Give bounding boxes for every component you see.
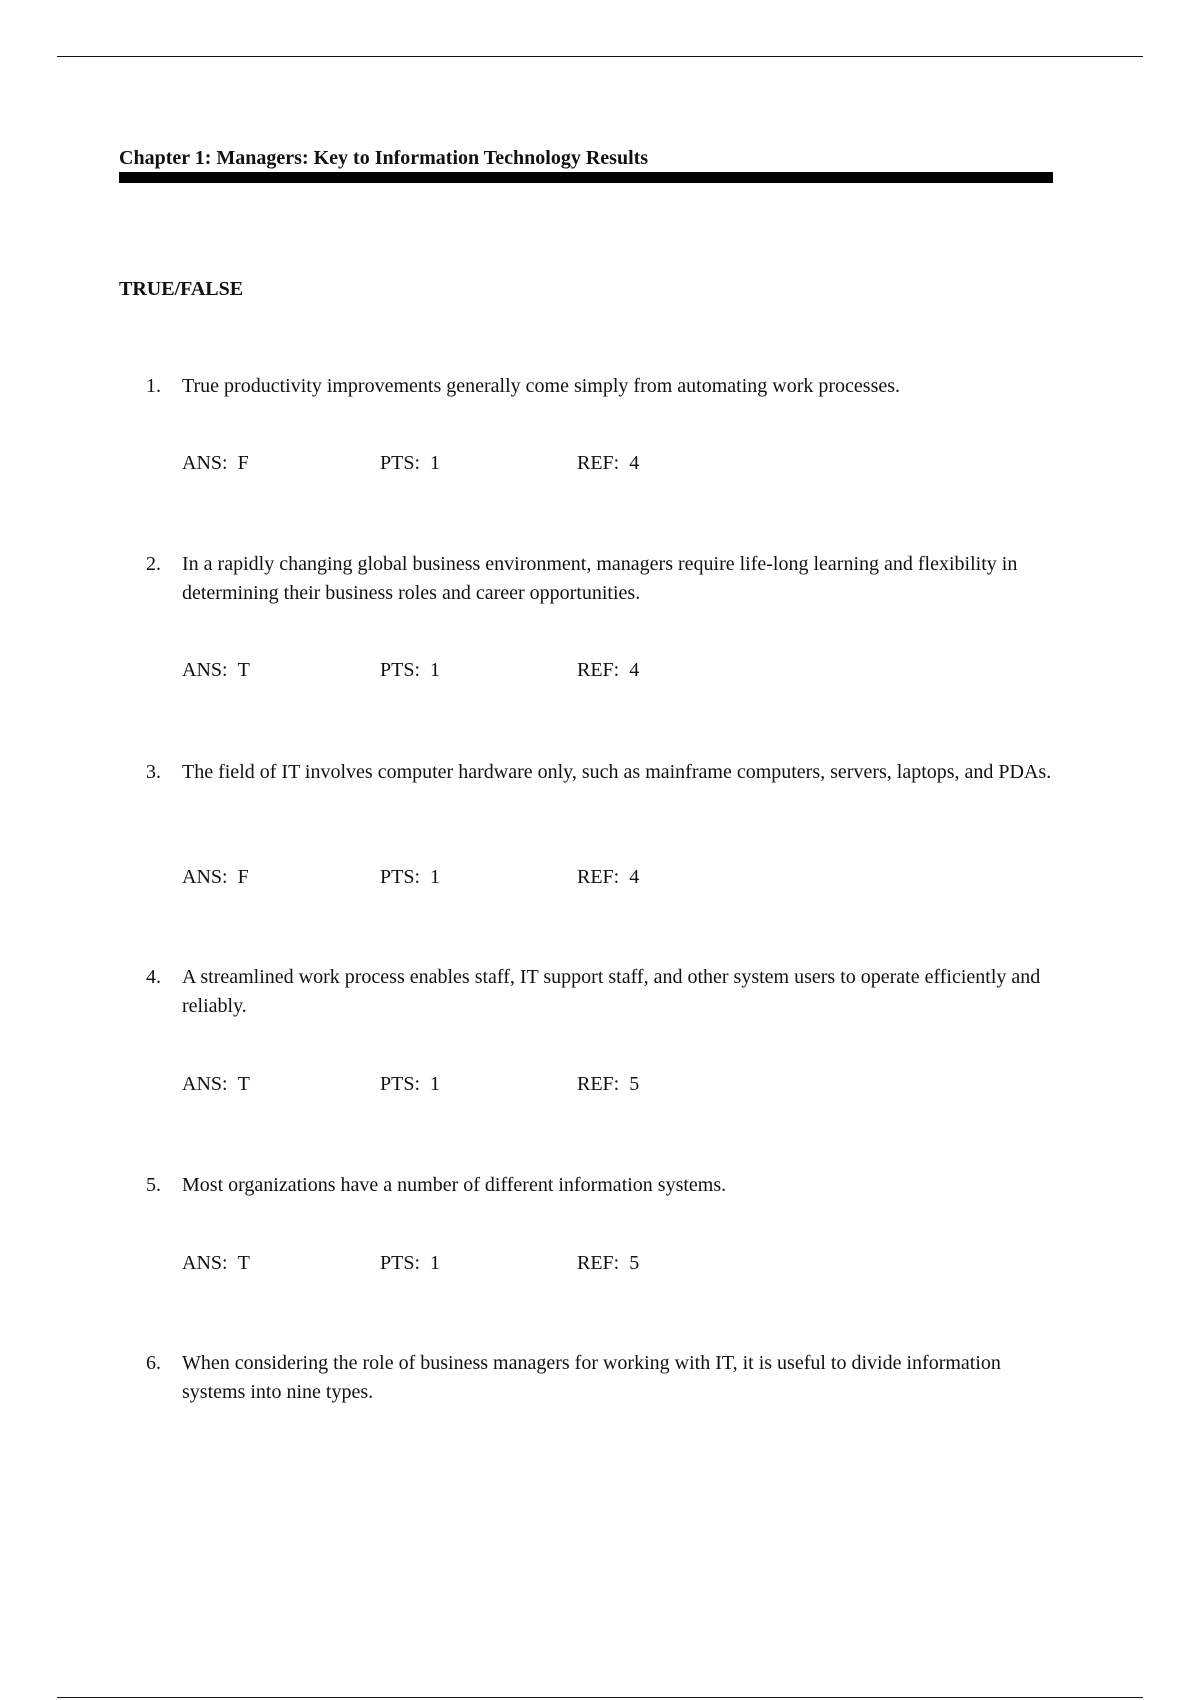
pts-label: PTS: bbox=[380, 1073, 421, 1095]
ref-label: REF: bbox=[577, 1252, 620, 1274]
pts-value: 1 bbox=[430, 659, 441, 681]
question-number: 2. bbox=[146, 553, 161, 575]
ref-value: 5 bbox=[629, 1073, 640, 1095]
section-heading: TRUE/FALSE bbox=[119, 278, 244, 300]
ref-value: 4 bbox=[629, 866, 640, 888]
points-field bbox=[380, 451, 440, 475]
question-number: 6. bbox=[146, 1352, 161, 1374]
question-2 bbox=[119, 550, 1079, 681]
reference-field bbox=[577, 865, 639, 889]
pts-value: 1 bbox=[430, 866, 441, 888]
ans-value: T bbox=[237, 1252, 250, 1274]
ref-label: REF: bbox=[577, 452, 620, 474]
answer-field bbox=[182, 865, 249, 889]
ans-label: ANS: bbox=[182, 1073, 228, 1095]
pts-value: 1 bbox=[430, 1252, 441, 1274]
reference-field bbox=[577, 1072, 639, 1096]
question-6 bbox=[119, 1349, 1079, 1407]
ref-label: REF: bbox=[577, 1073, 620, 1095]
pts-label: PTS: bbox=[380, 452, 421, 474]
page-bottom-rule bbox=[57, 1697, 1143, 1698]
chapter-title-bar bbox=[119, 172, 1053, 183]
answer-field bbox=[182, 1072, 250, 1096]
ans-label: ANS: bbox=[182, 866, 228, 888]
ref-label: REF: bbox=[577, 866, 620, 888]
question-4 bbox=[119, 963, 1079, 1095]
question-text: The field of IT involves computer hardware only, such as mainframe computers, servers, laptops, and PDAs. bbox=[182, 761, 1052, 783]
pts-value: 1 bbox=[430, 1073, 441, 1095]
points-field bbox=[380, 1251, 440, 1275]
pts-label: PTS: bbox=[380, 866, 421, 888]
ans-label: ANS: bbox=[182, 1252, 228, 1274]
ref-value: 5 bbox=[629, 1252, 640, 1274]
ref-value: 4 bbox=[629, 452, 640, 474]
pts-label: PTS: bbox=[380, 1252, 421, 1274]
reference-field bbox=[577, 1251, 639, 1275]
pts-label: PTS: bbox=[380, 659, 421, 681]
answer-field bbox=[182, 658, 250, 682]
question-number: 1. bbox=[146, 375, 161, 397]
ref-label: REF: bbox=[577, 659, 620, 681]
points-field bbox=[380, 1072, 440, 1096]
ans-value: T bbox=[237, 1073, 250, 1095]
question-3 bbox=[119, 758, 1079, 888]
answer-field bbox=[182, 1251, 250, 1275]
question-text: A streamlined work process enables staff, IT support staff, and other system users to operate efficiently and reliably. bbox=[182, 966, 1041, 1017]
question-text: In a rapidly changing global business environment, managers require life-long learning and flexibility in determining their business roles and career opportunities. bbox=[182, 553, 1018, 604]
question-text: Most organizations have a number of different information systems. bbox=[182, 1174, 727, 1196]
ans-label: ANS: bbox=[182, 659, 228, 681]
question-text: When considering the role of business managers for working with IT, it is useful to divide information systems into nine types. bbox=[182, 1352, 1001, 1403]
question-text: True productivity improvements generally come simply from automating work processes. bbox=[182, 375, 901, 397]
reference-field bbox=[577, 451, 639, 475]
question-1 bbox=[119, 372, 1079, 474]
question-number: 4. bbox=[146, 966, 161, 988]
question-number: 3. bbox=[146, 761, 161, 783]
reference-field bbox=[577, 658, 639, 682]
points-field bbox=[380, 865, 440, 889]
ans-value: F bbox=[237, 866, 249, 888]
ans-label: ANS: bbox=[182, 452, 228, 474]
question-5 bbox=[119, 1171, 1079, 1274]
points-field bbox=[380, 658, 440, 682]
ans-value: F bbox=[237, 452, 249, 474]
question-number: 5. bbox=[146, 1174, 161, 1196]
ans-value: T bbox=[237, 659, 250, 681]
chapter-title: Chapter 1: Managers: Key to Information Technology Results bbox=[119, 147, 649, 169]
page-top-rule bbox=[57, 56, 1143, 57]
answer-field bbox=[182, 451, 249, 475]
ref-value: 4 bbox=[629, 659, 640, 681]
pts-value: 1 bbox=[430, 452, 441, 474]
